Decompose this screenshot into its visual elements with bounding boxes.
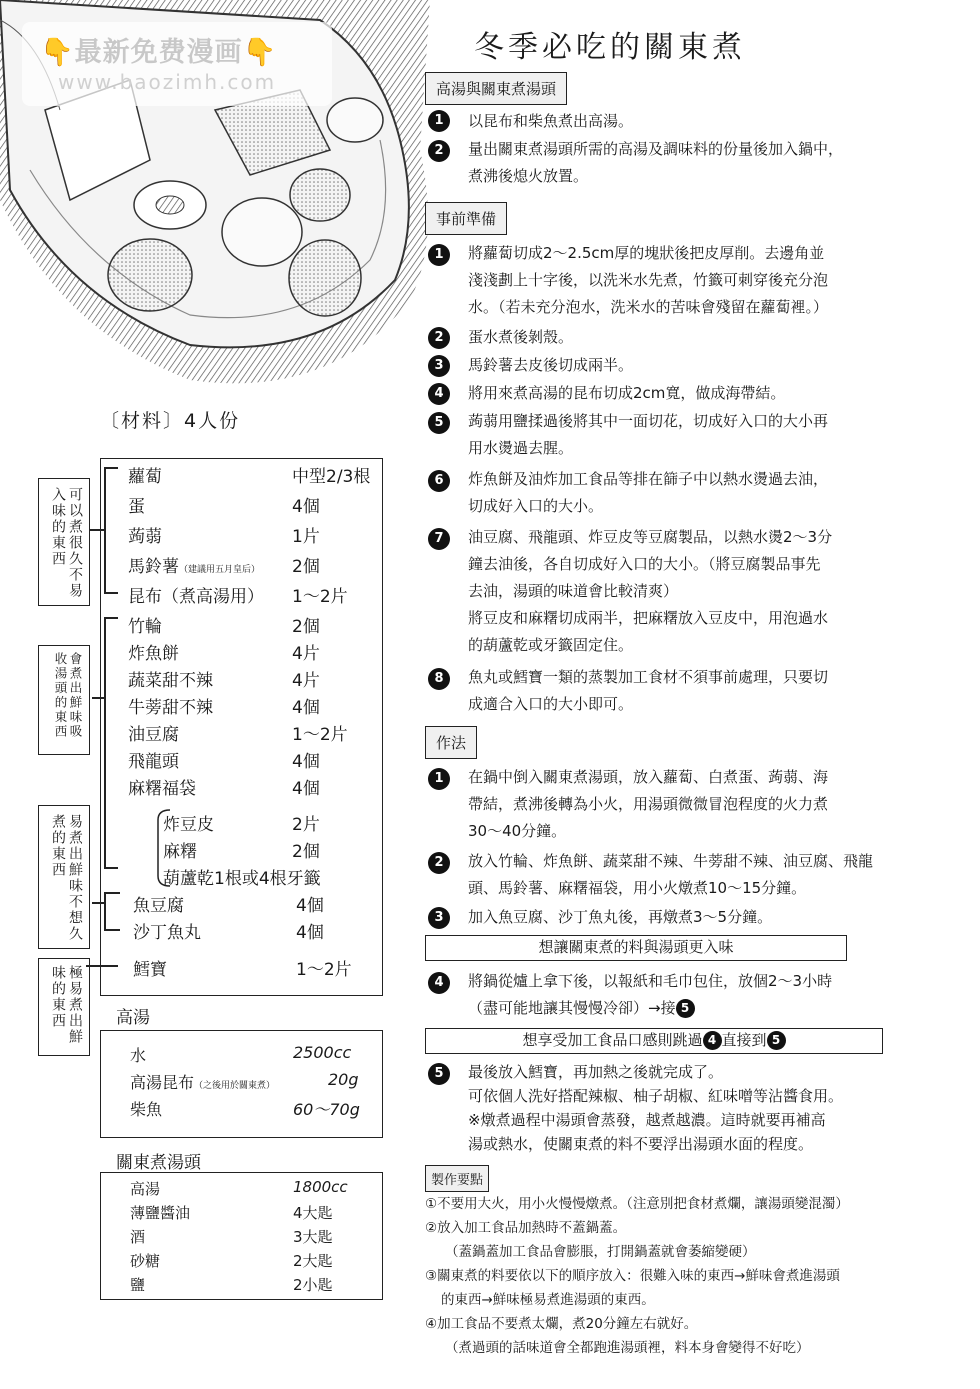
ingredient-name: 沙丁魚丸: [133, 923, 201, 943]
ingredient-qty: 中型2/3根: [292, 467, 371, 487]
step-text: 蛋水煮後剝殼。: [468, 328, 574, 346]
ingredient-name: 水: [130, 1046, 147, 1065]
ingredient-qty: 2個: [292, 557, 320, 577]
step-line: 用水燙過去腥。: [468, 439, 574, 457]
step-text: [468, 664, 828, 718]
step-text: [468, 968, 832, 1022]
step-line: 煮沸後熄火放置。: [468, 167, 589, 185]
stock-title: 高湯: [116, 1008, 150, 1028]
ingredient-qty: 1～2片: [292, 587, 348, 607]
ingredient-name: 麻糬: [163, 842, 197, 862]
ingredient-qty: 2大匙: [293, 1252, 333, 1270]
step-line: 油豆腐、飛龍頭、炸豆皮等豆腐製品，以熱水燙2～3分: [468, 528, 833, 546]
tip-line: 的東西→鮮味極易煮進湯頭的東西。: [441, 1292, 655, 1308]
list-item: [425, 380, 915, 408]
step-line: 炸魚餅及油炸加工食品等排在篩子中以熱水燙過去油，: [468, 470, 829, 488]
step-text: 馬鈴薯去皮後切成兩半。: [468, 356, 634, 374]
step-text: [468, 524, 832, 659]
step-line: 切成好入口的大小。: [468, 497, 604, 515]
pointing-hand-icon: 👇: [40, 37, 75, 68]
step-line: 30～40分鐘。: [468, 822, 567, 840]
list-item: [425, 324, 915, 352]
step-line: 的葫蘆乾或牙籤固定住。: [468, 636, 634, 654]
step-line: 水。（若未充分泡水，洗米水的苦味會殘留在蘿蔔裡。）: [468, 298, 829, 316]
ingredient-name: 酒: [130, 1228, 146, 1246]
step-text: [468, 408, 828, 462]
banner-skip: [425, 1028, 883, 1054]
ingredient-name: 炸豆皮: [163, 815, 214, 835]
step-text: [468, 764, 828, 845]
group-label-box: [38, 958, 90, 1056]
tip-line: （煮過頭的話味道會全都跑進湯頭裡，料本身會變得不好吃）: [445, 1340, 810, 1356]
ingredient-qty: 4個: [296, 923, 324, 943]
ingredient-name: 昆布（煮高湯用）: [128, 587, 264, 607]
ingredient-name: 砂糖: [130, 1252, 161, 1270]
list-item: [425, 524, 915, 664]
ingredient-name: 飛龍頭: [128, 752, 179, 772]
step-ref-number: 5: [767, 1031, 786, 1050]
group-label: 易煮出鮮味不想久煮的東西: [50, 814, 83, 942]
step-text: 將用來煮高湯的昆布切成2cm寬，做成海帶結。: [468, 384, 786, 402]
ingredients-header: 〔材料〕4人份: [100, 410, 241, 432]
step-number: 3: [428, 355, 450, 377]
step-line: 淺淺劃上十字後，以洗米水先煮，竹籤可刺穿後充分泡: [468, 271, 829, 289]
step-ref-number: 5: [676, 999, 695, 1018]
broth-steps: [425, 108, 915, 194]
group-label: 可以煮很久不易入味的東西: [50, 487, 83, 599]
step-line: 可依個人洗好搭配辣椒、柚子胡椒、紅味噌等沾醬食用。: [468, 1087, 844, 1105]
ingredient-name: 竹輪: [128, 617, 162, 637]
ingredient-name-text: 高湯昆布: [130, 1073, 195, 1092]
watermark-url[interactable]: www.baozimh.com: [58, 70, 277, 94]
step-line: 帶結，煮沸後轉為小火，用湯頭微微冒泡程度的火力煮: [468, 795, 829, 813]
ingredient-qty: 20g: [328, 1070, 359, 1089]
ingredient-qty: 4大匙: [293, 1204, 333, 1222]
list-item: [425, 764, 915, 848]
tip-line: （蓋鍋蓋加工食品會膨脹，打開鍋蓋就會萎縮變硬）: [445, 1244, 756, 1260]
tip-line: ②放入加工食品加熱時不蓋鍋蓋。: [425, 1220, 627, 1236]
ingredient-qty: 4片: [292, 644, 320, 664]
ingredient-name: 蘿蔔: [128, 467, 162, 487]
ingredient-qty: 2500cc: [293, 1043, 352, 1062]
step-number: 1: [428, 768, 450, 790]
step-line: 放入竹輪、炸魚餅、蔬菜甜不辣、牛蒡甜不辣、油豆腐、飛龍: [468, 852, 874, 870]
list-item: [425, 240, 915, 324]
ingredient-name: 葫蘆乾1根或4根牙籤: [163, 869, 321, 889]
tips-list: [425, 1192, 925, 1360]
step-number: 2: [428, 327, 450, 349]
ingredient-name: [128, 552, 260, 577]
ingredient-name-text: 馬鈴薯: [128, 557, 179, 577]
step-line: 蒟蒻用鹽揉過後將其中一面切花，切成好入口的大小再: [468, 412, 829, 430]
method-steps: [425, 764, 915, 932]
ingredient-qty: 4片: [292, 671, 320, 691]
ingredient-qty: 1～2片: [296, 960, 352, 980]
step-text: [468, 1060, 843, 1156]
ingredient-name: [130, 1070, 275, 1093]
step-number: 8: [428, 668, 450, 690]
ingredient-name: 麻糬福袋: [128, 779, 196, 799]
step-text: [468, 136, 843, 190]
ingredient-name: 鱈寶: [133, 960, 167, 980]
step-line: 將豆皮和麻糬切成兩半，把麻糬放入豆皮中，用泡過水: [468, 609, 829, 627]
tip-line: ③關東煮的料要依以下的順序放入：很難入味的東西→鮮味會煮進湯頭: [425, 1268, 840, 1284]
list-item: [425, 466, 915, 524]
ingredient-name: 蒟蒻: [128, 527, 162, 547]
ingredient-name: 牛蒡甜不辣: [128, 698, 213, 718]
soup-title: 關東煮湯頭: [116, 1153, 201, 1173]
step-number: 7: [428, 528, 450, 550]
section-label-method: 作法: [425, 726, 477, 759]
ingredient-name: 薄鹽醬油: [130, 1204, 191, 1222]
step-line: ※燉煮過程中湯頭會蒸發，越煮越濃。這時就要再補高: [468, 1111, 826, 1129]
ingredient-qty: 1片: [292, 527, 320, 547]
tip-line: ①不要用大火，用小火慢慢燉煮。（注意別把食材煮爛，讓湯頭變混濁）: [425, 1196, 849, 1212]
step-number: 4: [428, 972, 450, 994]
ingredient-qty: 60～70g: [293, 1100, 360, 1119]
pointing-hand-icon: 👇: [242, 37, 278, 68]
step-line: （盡可能地讓其慢慢冷卻）→接: [468, 999, 676, 1017]
ingredient-name: 高湯: [130, 1180, 161, 1198]
page-title: 冬季必吃的關東煮: [474, 30, 746, 65]
ingredient-name: 鹽: [130, 1276, 146, 1294]
section-label-prep: 事前準備: [425, 202, 507, 235]
ingredient-qty: 1800cc: [293, 1178, 348, 1196]
ingredient-qty: 4個: [296, 896, 324, 916]
step-number: 1: [428, 244, 450, 266]
group-label-box: [38, 645, 90, 755]
section-label-tips: 製作要點: [425, 1165, 489, 1192]
step-number: 3: [428, 907, 450, 929]
section-label-broth: 高湯與關東煮湯頭: [425, 72, 567, 105]
ingredient-name: 炸魚餅: [128, 644, 179, 664]
ingredient-qty: 4個: [292, 698, 320, 718]
step-text: [468, 848, 873, 902]
step-text: [468, 466, 828, 520]
step-line: 在鍋中倒入關東煮湯頭，放入蘿蔔、白煮蛋、蒟蒻、海: [468, 768, 829, 786]
ingredient-qty: 3大匙: [293, 1228, 333, 1246]
ingredient-name: 油豆腐: [128, 725, 179, 745]
step-number: 5: [428, 412, 450, 434]
step-line: 將蘿蔔切成2～2.5cm厚的塊狀後把皮厚削。去邊角並: [468, 244, 825, 262]
step-line: 量出關東煮湯頭所需的高湯及調味料的份量後加入鍋中，: [468, 140, 844, 158]
step-line: 湯或熱水，使關東煮的料不要浮出湯頭水面的程度。: [468, 1135, 814, 1153]
list-item: [425, 408, 915, 466]
list-item: [425, 1060, 925, 1160]
banner-text: 直接到: [721, 1031, 767, 1049]
ingredient-qty: 4個: [292, 752, 320, 772]
step-line: 成適合入口的大小即可。: [468, 695, 634, 713]
step-number: 4: [428, 383, 450, 405]
watermark-title: [40, 30, 277, 69]
list-item: [425, 352, 915, 380]
step-number: 2: [428, 852, 450, 874]
ingredient-note: （之後用於關東煮）: [194, 1081, 276, 1091]
step-line: 將鍋從爐上拿下後，以報紙和毛巾包住，放個2～3小時: [468, 972, 833, 990]
banner-more-flavor: 想讓關東煮的料與湯頭更入味: [425, 935, 847, 961]
step-text: 加入魚豆腐、沙丁魚丸後，再燉煮3～5分鐘。: [468, 908, 773, 926]
ingredient-name: 蛋: [128, 497, 145, 517]
ingredient-qty: 2個: [292, 617, 320, 637]
group-label-box: [38, 478, 90, 606]
ingredient-qty: 2小匙: [293, 1276, 333, 1294]
step-text: 以昆布和柴魚煮出高湯。: [468, 112, 634, 130]
ingredient-name: 魚豆腐: [133, 896, 184, 916]
step-number: 6: [428, 470, 450, 492]
list-item: [425, 968, 925, 1026]
list-item: [425, 136, 915, 194]
ingredient-qty: 2片: [292, 815, 320, 835]
step-text: [468, 240, 828, 321]
step-line: 魚丸或鱈寶一類的蒸製加工食材不須事前處理，只要切: [468, 668, 829, 686]
step-number: 1: [428, 110, 450, 132]
banner-text: 想享受加工食品口感則跳過: [522, 1031, 703, 1049]
ingredient-note: （建議用五月皇后）: [179, 565, 261, 575]
tip-line: ④加工食品不要煮太爛，煮20分鐘左右就好。: [425, 1316, 698, 1332]
step-number: 5: [428, 1063, 450, 1085]
list-item: [425, 108, 915, 136]
prep-steps: [425, 240, 915, 722]
ingredient-qty: 2個: [292, 842, 320, 862]
group-label-box: [38, 805, 90, 949]
step-ref-number: 4: [703, 1031, 722, 1050]
step-line: 最後放入鱈寶，再加熱之後就完成了。: [468, 1063, 724, 1081]
step-line: 頭、馬鈴薯、麻糬福袋，用小火燉煮10～15分鐘。: [468, 879, 807, 897]
list-item: [425, 904, 915, 932]
step-line: 去油，湯頭的味道會比較清爽）: [468, 582, 679, 600]
list-item: [425, 664, 915, 722]
step-number: 2: [428, 140, 450, 162]
group-label: 極易煮出鮮味的東西: [50, 965, 83, 1045]
ingredient-name: 柴魚: [130, 1100, 163, 1119]
ingredient-qty: 4個: [292, 497, 320, 517]
step-line: 鐘去油後，各自切成好入口的大小。（將豆腐製品事先: [468, 555, 821, 573]
ingredient-qty: 4個: [292, 779, 320, 799]
group-label: 會煮出鮮味吸收湯頭的東西: [53, 652, 83, 739]
ingredient-name: 蔬菜甜不辣: [128, 671, 213, 691]
ingredient-qty: 1～2片: [292, 725, 348, 745]
list-item: [425, 848, 915, 904]
watermark-title-text: 最新免费漫画: [74, 37, 243, 68]
